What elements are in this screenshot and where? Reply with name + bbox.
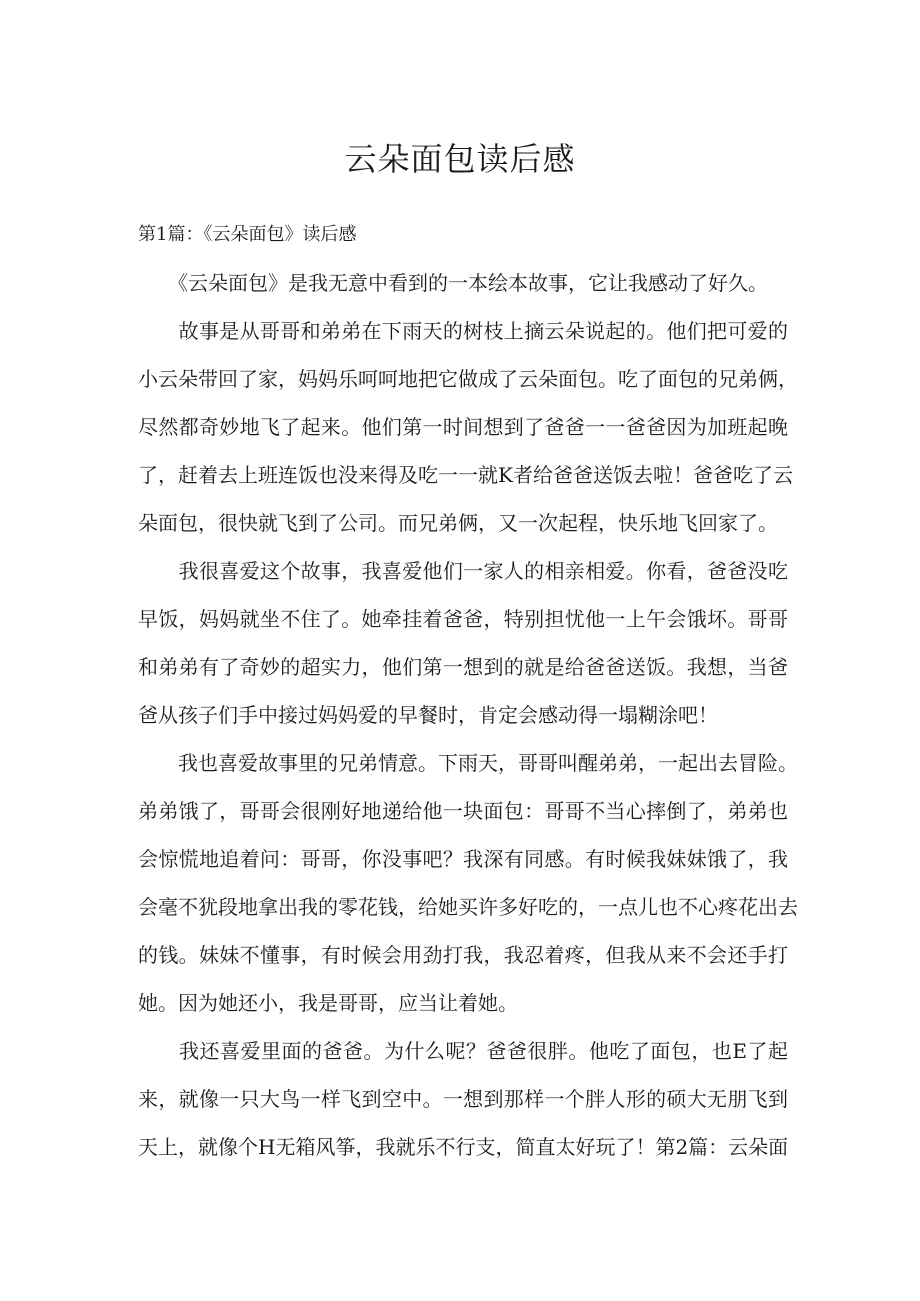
document-title: 云朵面包读后感 xyxy=(344,140,576,178)
paragraph-line: 了，赶着去上班连饭也没来得及吃一一就K者给爸爸送饭去啦！爸爸吃了云 xyxy=(138,463,793,487)
paragraph-line: 会毫不犹段地拿出我的零花钱，给她买许多好吃的，一点儿也不心疼花出去 xyxy=(138,895,798,919)
paragraph-line: 天上，就像个H无箱风筝，我就乐不行支，简直太好玩了！第2篇：云朵面 xyxy=(138,1135,789,1159)
paragraph-line: 来，就像一只大鸟一样飞到空中。一想到那样一个胖人形的硕大无朋飞到 xyxy=(138,1087,788,1111)
paragraph-line: 朵面包，很快就飞到了公司。而兄弟俩，又一次起程，快乐地飞回家了。 xyxy=(138,511,778,535)
paragraph-line: 早饭，妈妈就坐不住了。她牵挂着爸爸，特别担忧他一上午会饿坏。哥哥 xyxy=(138,607,788,631)
paragraph-line: 她。因为她还小，我是哥哥，应当让着她。 xyxy=(138,991,518,1015)
paragraph-line: 《云朵面包》是我无意中看到的一本绘本故事，它让我感动了好久。 xyxy=(138,271,768,295)
paragraph-line: 尽然都奇妙地飞了起来。他们第一时间想到了爸爸一一爸爸因为加班起晚 xyxy=(138,415,788,439)
paragraph-line: 我很喜爱这个故事，我喜爱他们一家人的相亲相爱。你看，爸爸没吃 xyxy=(138,559,788,583)
paragraph-line: 的钱。妹妹不懂事，有时候会用劲打我，我忍着疼，但我从来不会还手打 xyxy=(138,943,788,967)
paragraph-line: 弟弟饿了，哥哥会很刚好地递给他一块面包：哥哥不当心摔倒了，弟弟也 xyxy=(138,799,788,823)
paragraph-line: 小云朵带回了家，妈妈乐呵呵地把它做成了云朵面包。吃了面包的兄弟俩， xyxy=(138,367,798,391)
paragraph-line: 爸从孩子们手中接过妈妈爱的早餐时，肯定会感动得一塌糊涂吧！ xyxy=(138,703,718,727)
paragraph-line: 我也喜爱故事里的兄弟情意。下雨天，哥哥叫醒弟弟，一起出去冒险。 xyxy=(138,751,798,775)
paragraph-line: 会惊慌地追着问：哥哥，你没事吧？我深有同感。有时候我妹妹饿了，我 xyxy=(138,847,788,871)
paragraph-line: 故事是从哥哥和弟弟在下雨天的树枝上摘云朵说起的。他们把可爱的 xyxy=(138,319,788,343)
paragraph-line: 和弟弟有了奇妙的超实力，他们第一想到的就是给爸爸送饭。我想，当爸 xyxy=(138,655,788,679)
paragraph-line: 我还喜爱里面的爸爸。为什么呢？爸爸很胖。他吃了面包，也E了起 xyxy=(138,1039,788,1063)
section-heading: 第1篇：《云朵面包》读后感 xyxy=(138,224,357,245)
